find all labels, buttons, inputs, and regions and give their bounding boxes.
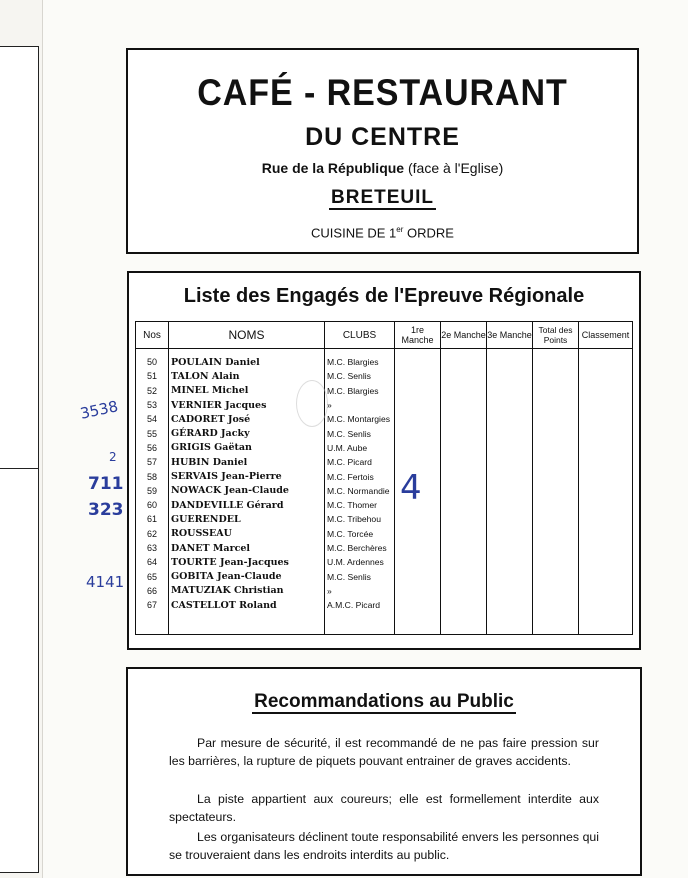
row-num: 52 — [136, 384, 169, 398]
row-club: M.C. Normandie — [325, 484, 395, 498]
row-manche-1 — [395, 412, 441, 426]
table-row — [136, 349, 633, 370]
cafe-town — [128, 187, 637, 209]
row-total — [533, 512, 579, 526]
handwritten-note-a: 3538 — [78, 397, 120, 423]
row-classement — [579, 541, 633, 555]
row-name: CASTELLOT Roland — [169, 598, 325, 612]
col-classement: Classement — [579, 322, 633, 349]
row-manche-2 — [441, 384, 487, 398]
cafe-title: CAFÉ - RESTAURANT — [197, 72, 568, 113]
row-manche-3 — [487, 555, 533, 569]
table-row — [136, 441, 633, 455]
row-classement — [579, 484, 633, 498]
table-row — [136, 469, 633, 483]
row-club: M.C. Picard — [325, 455, 395, 469]
row-manche-3 — [487, 455, 533, 469]
row-num: 51 — [136, 369, 169, 383]
row-total — [533, 527, 579, 541]
row-name: GOBITA Jean-Claude — [169, 569, 325, 583]
col-clubs: CLUBS — [325, 322, 395, 349]
row-manche-2 — [441, 527, 487, 541]
row-manche-1 — [395, 512, 441, 526]
left-page-edge — [0, 0, 42, 878]
reco-title — [128, 691, 640, 713]
row-num: 55 — [136, 426, 169, 440]
row-manche-2 — [441, 498, 487, 512]
row-num: 53 — [136, 398, 169, 412]
row-manche-3 — [487, 349, 533, 370]
row-classement — [579, 384, 633, 398]
col-manche-2: 2e Manche — [441, 322, 487, 349]
row-num: 58 — [136, 469, 169, 483]
row-manche-2 — [441, 541, 487, 555]
table-header — [136, 322, 633, 349]
row-name: GRIGIS Gaëtan — [169, 441, 325, 455]
row-manche-3 — [487, 541, 533, 555]
row-total — [533, 349, 579, 370]
row-manche-1 — [395, 527, 441, 541]
handwritten-note-c: 711 — [88, 474, 124, 494]
town-name: BRETEUIL — [331, 187, 434, 208]
table-row — [136, 484, 633, 498]
row-name: CADORET José — [169, 412, 325, 426]
row-manche-1 — [395, 426, 441, 440]
row-total — [533, 484, 579, 498]
row-num: 56 — [136, 441, 169, 455]
row-classement — [579, 455, 633, 469]
row-total — [533, 412, 579, 426]
row-manche-2 — [441, 349, 487, 370]
reco-paragraph-1 — [169, 735, 599, 770]
row-classement — [579, 527, 633, 541]
row-manche-3 — [487, 384, 533, 398]
row-club: » — [325, 398, 395, 412]
row-manche-2 — [441, 584, 487, 598]
row-total — [533, 441, 579, 455]
cafe-restaurant-ad — [126, 48, 639, 254]
row-club: M.C. Blargies — [325, 349, 395, 370]
row-name: NOWACK Jean-Claude — [169, 484, 325, 498]
cafe-cuisine — [128, 225, 637, 240]
row-num: 61 — [136, 512, 169, 526]
row-name: TOURTE Jean-Jacques — [169, 555, 325, 569]
col-num: Nos — [136, 322, 169, 349]
row-manche-2 — [441, 369, 487, 383]
row-num: 50 — [136, 349, 169, 370]
row-total — [533, 584, 579, 598]
row-club: U.M. Ardennes — [325, 555, 395, 569]
row-num: 60 — [136, 498, 169, 512]
row-manche-2 — [441, 455, 487, 469]
row-manche-2 — [441, 426, 487, 440]
row-manche-1 — [395, 369, 441, 383]
row-club: M.C. Senlis — [325, 426, 395, 440]
table-body — [136, 349, 633, 635]
row-manche-2 — [441, 469, 487, 483]
left-page-box-lower — [0, 468, 39, 873]
row-num: 65 — [136, 569, 169, 583]
handwritten-note-d: 323 — [88, 500, 124, 520]
row-total — [533, 469, 579, 483]
table-row — [136, 369, 633, 383]
row-manche-1 — [395, 384, 441, 398]
col-manche-3: 3e Manche — [487, 322, 533, 349]
row-num: 67 — [136, 598, 169, 612]
row-manche-3 — [487, 398, 533, 412]
row-classement — [579, 369, 633, 383]
row-num: 64 — [136, 555, 169, 569]
entrants-list — [127, 271, 641, 650]
table-row — [136, 527, 633, 541]
reco-paragraph-3 — [169, 829, 599, 864]
row-manche-2 — [441, 569, 487, 583]
row-classement — [579, 441, 633, 455]
table-row — [136, 426, 633, 440]
row-num: 54 — [136, 412, 169, 426]
row-num: 62 — [136, 527, 169, 541]
row-classement — [579, 555, 633, 569]
row-total — [533, 598, 579, 612]
faint-stamp — [296, 380, 328, 427]
col-total: Total des Points — [533, 322, 579, 349]
table-row — [136, 569, 633, 583]
row-total — [533, 569, 579, 583]
row-manche-3 — [487, 598, 533, 612]
table-row — [136, 584, 633, 598]
row-classement — [579, 598, 633, 612]
row-manche-2 — [441, 412, 487, 426]
reco-p2-text: La piste appartient aux coureurs; elle est formellement interdite aux spectateurs. — [169, 792, 599, 824]
cuisine-text: CUISINE DE 1 — [311, 225, 397, 241]
table-row-empty — [136, 612, 633, 635]
row-classement — [579, 412, 633, 426]
row-manche-3 — [487, 369, 533, 383]
row-name: SERVAIS Jean-Pierre — [169, 469, 325, 483]
row-name: DANET Marcel — [169, 541, 325, 555]
row-name: HUBIN Daniel — [169, 455, 325, 469]
row-manche-3 — [487, 484, 533, 498]
table-row — [136, 541, 633, 555]
row-manche-3 — [487, 469, 533, 483]
table-row — [136, 512, 633, 526]
row-num: 57 — [136, 455, 169, 469]
row-manche-2 — [441, 398, 487, 412]
row-manche-3 — [487, 527, 533, 541]
row-total — [533, 426, 579, 440]
row-manche-2 — [441, 441, 487, 455]
reco-title-text: Recommandations au Public — [254, 691, 514, 712]
table-row — [136, 498, 633, 512]
cuisine-sup: er — [396, 225, 404, 234]
row-total — [533, 369, 579, 383]
row-manche-1 — [395, 584, 441, 598]
row-manche-3 — [487, 426, 533, 440]
table-row — [136, 598, 633, 612]
row-num: 59 — [136, 484, 169, 498]
row-club: M.C. Tribehou — [325, 512, 395, 526]
row-club: M.C. Berchères — [325, 541, 395, 555]
handwritten-note-e: 4141 — [86, 573, 125, 591]
address-note: (face à l'Eglise) — [404, 160, 504, 176]
row-manche-3 — [487, 584, 533, 598]
reco-p1-text: Par mesure de sécurité, il est recommandé de ne pas faire pression sur les barrières, la rupture de piquets pouvant entrainer de graves accidents. — [169, 736, 599, 768]
row-club: M.C. Thomer — [325, 498, 395, 512]
row-manche-1 — [395, 441, 441, 455]
row-manche-1 — [395, 598, 441, 612]
row-club: M.C. Senlis — [325, 369, 395, 383]
row-name: GÉRARD Jacky — [169, 426, 325, 440]
row-classement — [579, 426, 633, 440]
row-manche-3 — [487, 512, 533, 526]
table-row — [136, 384, 633, 398]
row-name: MATUZIAK Christian — [169, 584, 325, 598]
row-total — [533, 455, 579, 469]
row-total — [533, 498, 579, 512]
row-manche-1 — [395, 569, 441, 583]
row-club: » — [325, 584, 395, 598]
row-name: VERNIER Jacques — [169, 398, 325, 412]
row-name: POULAIN Daniel — [169, 349, 325, 370]
table-row — [136, 398, 633, 412]
row-name: MINEL Michel — [169, 384, 325, 398]
row-classement — [579, 569, 633, 583]
row-club: U.M. Aube — [325, 441, 395, 455]
row-num: 63 — [136, 541, 169, 555]
list-title: Liste des Engagés de l'Epreuve Régionale — [183, 285, 585, 307]
row-manche-2 — [441, 555, 487, 569]
row-name: GUERENDEL — [169, 512, 325, 526]
row-manche-3 — [487, 441, 533, 455]
row-club: M.C. Fertois — [325, 469, 395, 483]
table-row — [136, 555, 633, 569]
table-row — [136, 412, 633, 426]
handwritten-note-b: 2 — [109, 450, 117, 464]
row-name: TALON Alain — [169, 369, 325, 383]
reco-p3-text: Les organisateurs déclinent toute responsabilité envers les personnes qui se trouveraient dans les endroits interdits au public. — [169, 830, 599, 862]
reco-paragraph-2 — [169, 791, 599, 826]
col-noms: NOMS — [169, 322, 325, 349]
row-classement — [579, 469, 633, 483]
row-classement — [579, 512, 633, 526]
row-manche-3 — [487, 498, 533, 512]
row-manche-1 — [395, 398, 441, 412]
cafe-address — [128, 160, 637, 176]
row-club: A.M.C. Picard — [325, 598, 395, 612]
row-manche-3 — [487, 569, 533, 583]
row-total — [533, 555, 579, 569]
col-manche-1: 1re Manche — [395, 322, 441, 349]
handwritten-note-f: 4 — [400, 468, 422, 508]
table-row — [136, 455, 633, 469]
row-club: M.C. Montargies — [325, 412, 395, 426]
row-club: M.C. Torcée — [325, 527, 395, 541]
row-total — [533, 541, 579, 555]
cuisine-order: ORDRE — [403, 225, 454, 241]
entrants-table — [135, 321, 633, 635]
row-manche-2 — [441, 598, 487, 612]
row-num: 66 — [136, 584, 169, 598]
row-classement — [579, 349, 633, 370]
row-manche-2 — [441, 512, 487, 526]
row-manche-3 — [487, 412, 533, 426]
row-club: M.C. Blargies — [325, 384, 395, 398]
row-classement — [579, 584, 633, 598]
row-total — [533, 398, 579, 412]
row-classement — [579, 498, 633, 512]
left-page-box-upper — [0, 46, 39, 488]
recommendations-box — [126, 667, 642, 876]
row-total — [533, 384, 579, 398]
row-manche-1 — [395, 349, 441, 370]
row-name: ROUSSEAU — [169, 527, 325, 541]
page-fold — [42, 0, 43, 878]
address-street: Rue de la République — [261, 160, 405, 176]
cafe-subtitle: DU CENTRE — [305, 123, 460, 151]
row-manche-1 — [395, 541, 441, 555]
row-club: M.C. Senlis — [325, 569, 395, 583]
row-name: DANDEVILLE Gérard — [169, 498, 325, 512]
row-manche-2 — [441, 484, 487, 498]
row-classement — [579, 398, 633, 412]
row-manche-1 — [395, 555, 441, 569]
